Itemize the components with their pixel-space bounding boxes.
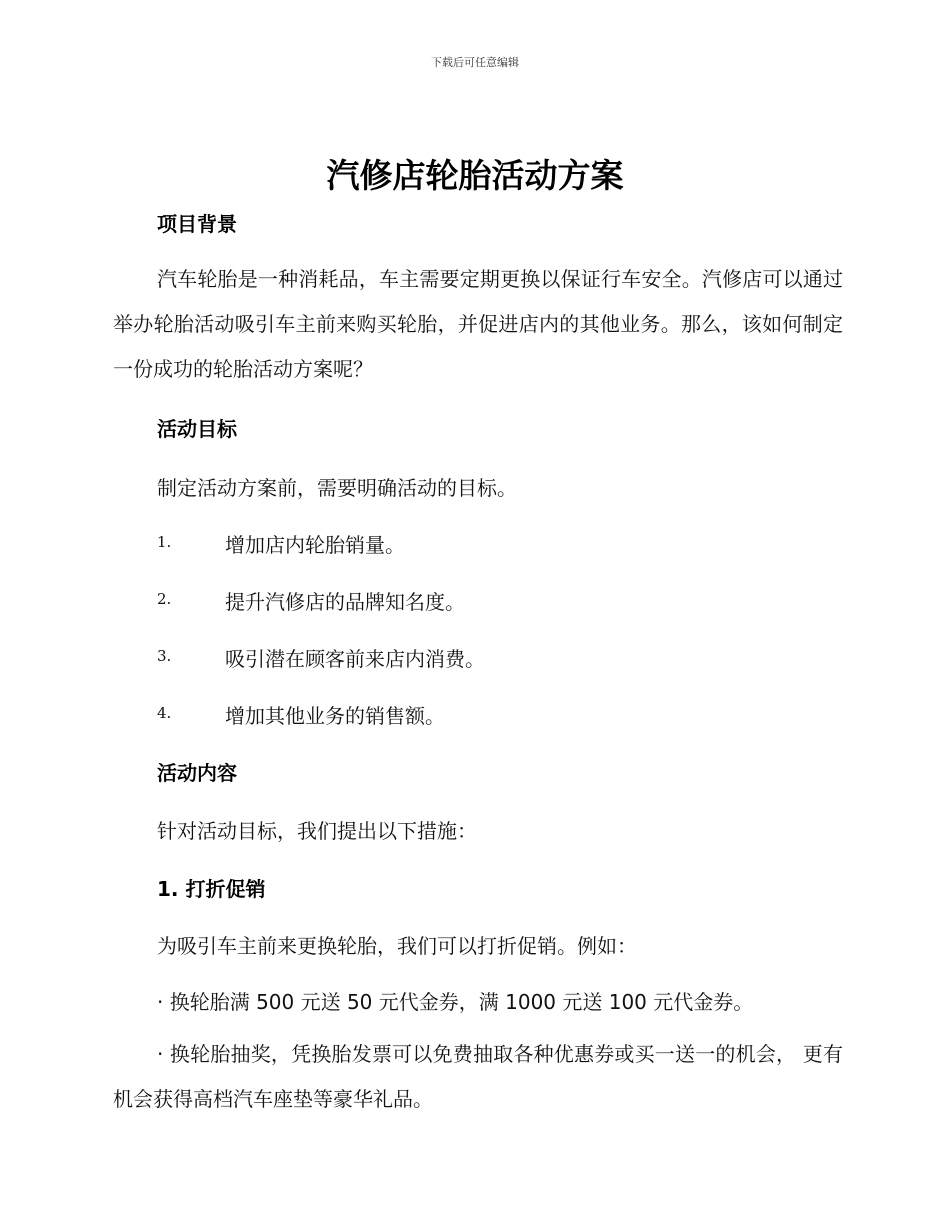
document-title: 汽修店轮胎活动方案 xyxy=(326,156,624,195)
list-item-number: 1. xyxy=(157,533,172,551)
list-item: 提升汽修店的品牌知名度。 xyxy=(225,590,465,614)
bullet-lottery: · 换轮胎抽奖，凭换胎发票可以免费抽取各种优惠券或买一送一的机会， 更有机会获得高档汽车座垫等豪华礼品。 xyxy=(113,1042,843,1111)
goals-intro: 制定活动方案前，需要明确活动的目标。 xyxy=(157,476,517,500)
list-item: 增加店内轮胎销量。 xyxy=(225,533,405,557)
section-heading-content: 活动内容 xyxy=(157,761,237,785)
list-item-number: 4. xyxy=(157,704,172,722)
section-heading-background: 项目背景 xyxy=(157,212,237,236)
discount-intro: 为吸引车主前来更换轮胎，我们可以打折促销。例如： xyxy=(157,934,637,958)
list-item: 吸引潜在顾客前来店内消费。 xyxy=(225,647,485,671)
page-header-note: 下载后可任意编辑 xyxy=(431,56,519,69)
list-item-number: 2. xyxy=(157,590,172,608)
background-paragraph: 汽车轮胎是一种消耗品，车主需要定期更换以保证行车安全。汽修店可以通过举办轮胎活动吸引车主前来购买轮胎，并促进店内的其他业务。那么，该如何制定一份成功的轮胎活动方案呢？ xyxy=(113,267,843,381)
bullet-voucher: · 换轮胎满 500 元送 50 元代金券，满 1000 元送 100 元代金券。 xyxy=(157,990,754,1014)
content-intro: 针对活动目标，我们提出以下措施： xyxy=(157,819,477,843)
list-item-number: 3. xyxy=(157,647,172,665)
subsection-heading-discount: 1. 打折促销 xyxy=(157,877,266,901)
list-item: 增加其他业务的销售额。 xyxy=(225,704,445,728)
section-heading-goals: 活动目标 xyxy=(157,417,237,441)
